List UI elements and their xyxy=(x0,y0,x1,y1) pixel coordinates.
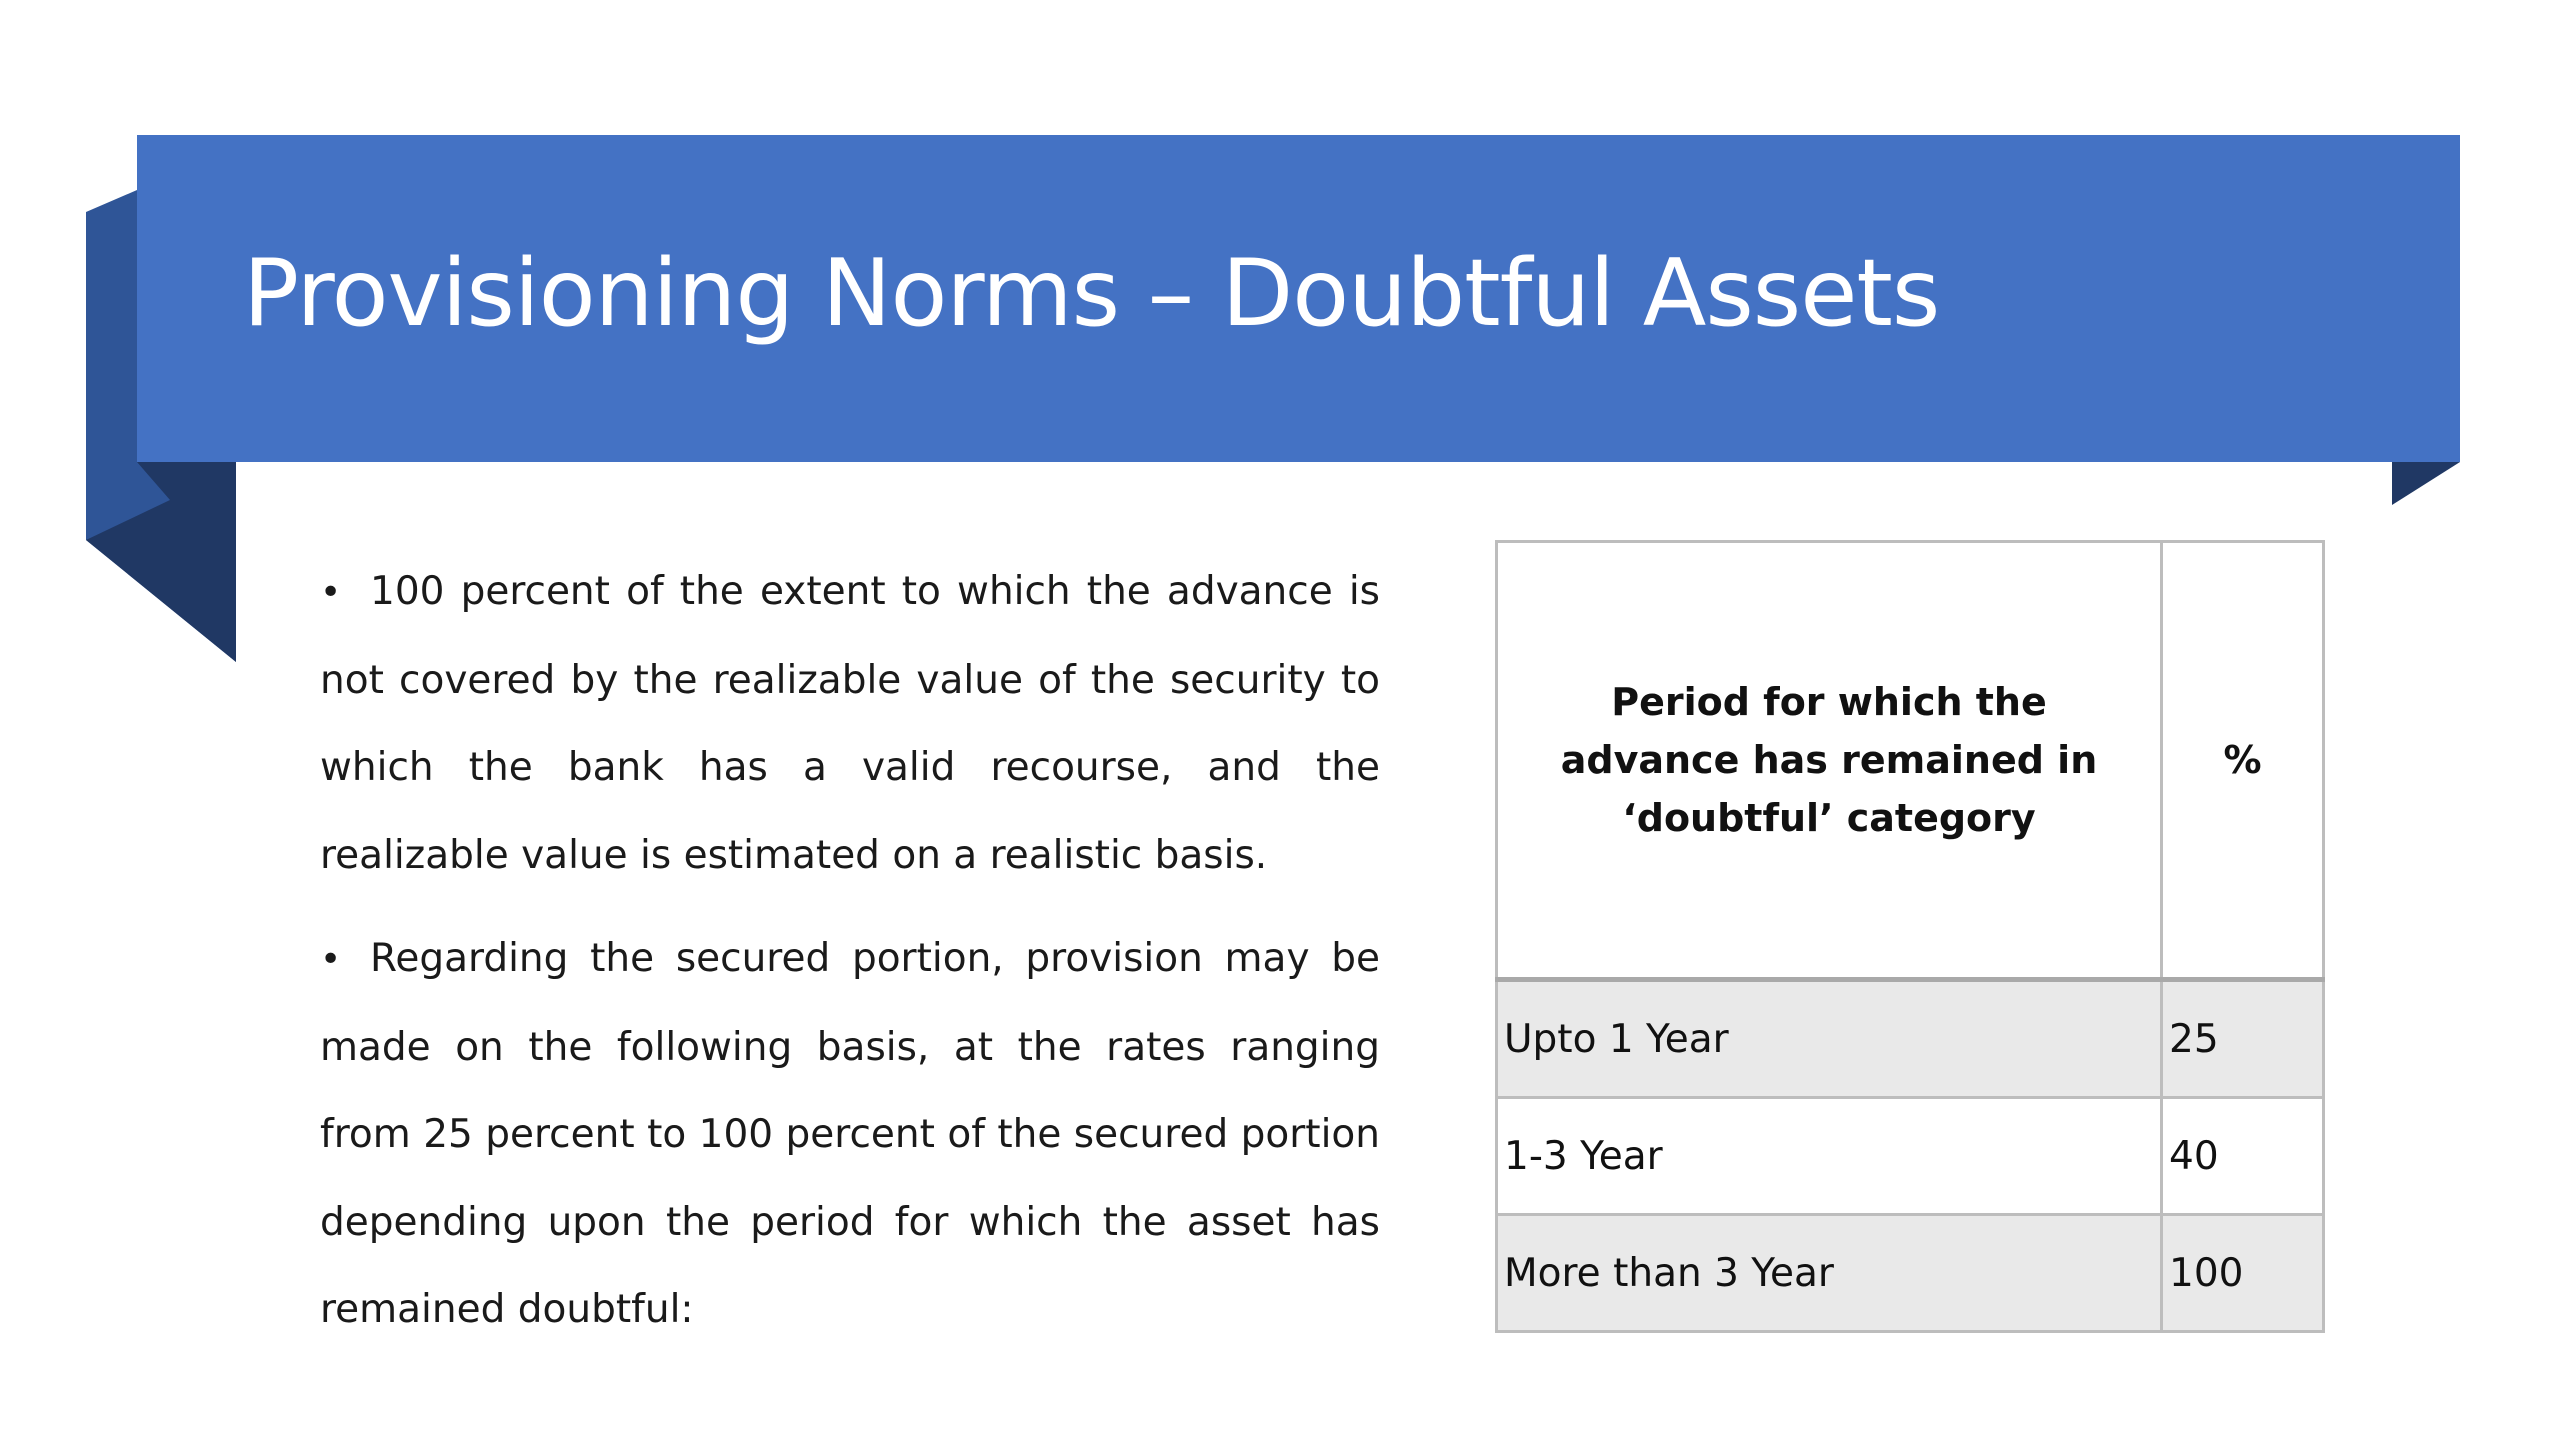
bullet-marker: • xyxy=(320,939,342,980)
bullet-text: 100 percent of the extent to which the advance is not covered by the realizable value of the security to which the bank has a valid recourse, and the realizable value is estimated on a realistic basis. xyxy=(320,569,1380,878)
table-row xyxy=(1497,1215,2324,1332)
cell-percent: 100 xyxy=(2162,1215,2324,1332)
table-header-row xyxy=(1497,542,2324,980)
cell-period: 1-3 Year xyxy=(1497,1098,2162,1215)
bullet-text: Regarding the secured portion, provision may be made on the following basis, at the rates ranging from 25 percent to 100 percent of the secured portion depending upon the period for which the asset has remained doubtful: xyxy=(320,936,1380,1332)
cell-percent: 25 xyxy=(2162,980,2324,1098)
table-row xyxy=(1497,1098,2324,1215)
cell-period: Upto 1 Year xyxy=(1497,980,2162,1098)
bullet-item xyxy=(320,915,1380,1354)
header-period: Period for which the advance has remained in ‘doubtful’ category xyxy=(1497,542,2162,980)
cell-percent: 40 xyxy=(2162,1098,2324,1215)
provisioning-table xyxy=(1495,540,2325,1333)
body-text xyxy=(320,548,1380,1370)
bullet-item xyxy=(320,548,1380,899)
cell-period: More than 3 Year xyxy=(1497,1215,2162,1332)
table-row xyxy=(1497,980,2324,1098)
slide-title: Provisioning Norms – Doubtful Assets xyxy=(243,239,1940,347)
header-percent: % xyxy=(2162,542,2324,980)
ribbon-fold-right xyxy=(2392,462,2460,505)
bullet-marker: • xyxy=(320,572,342,613)
